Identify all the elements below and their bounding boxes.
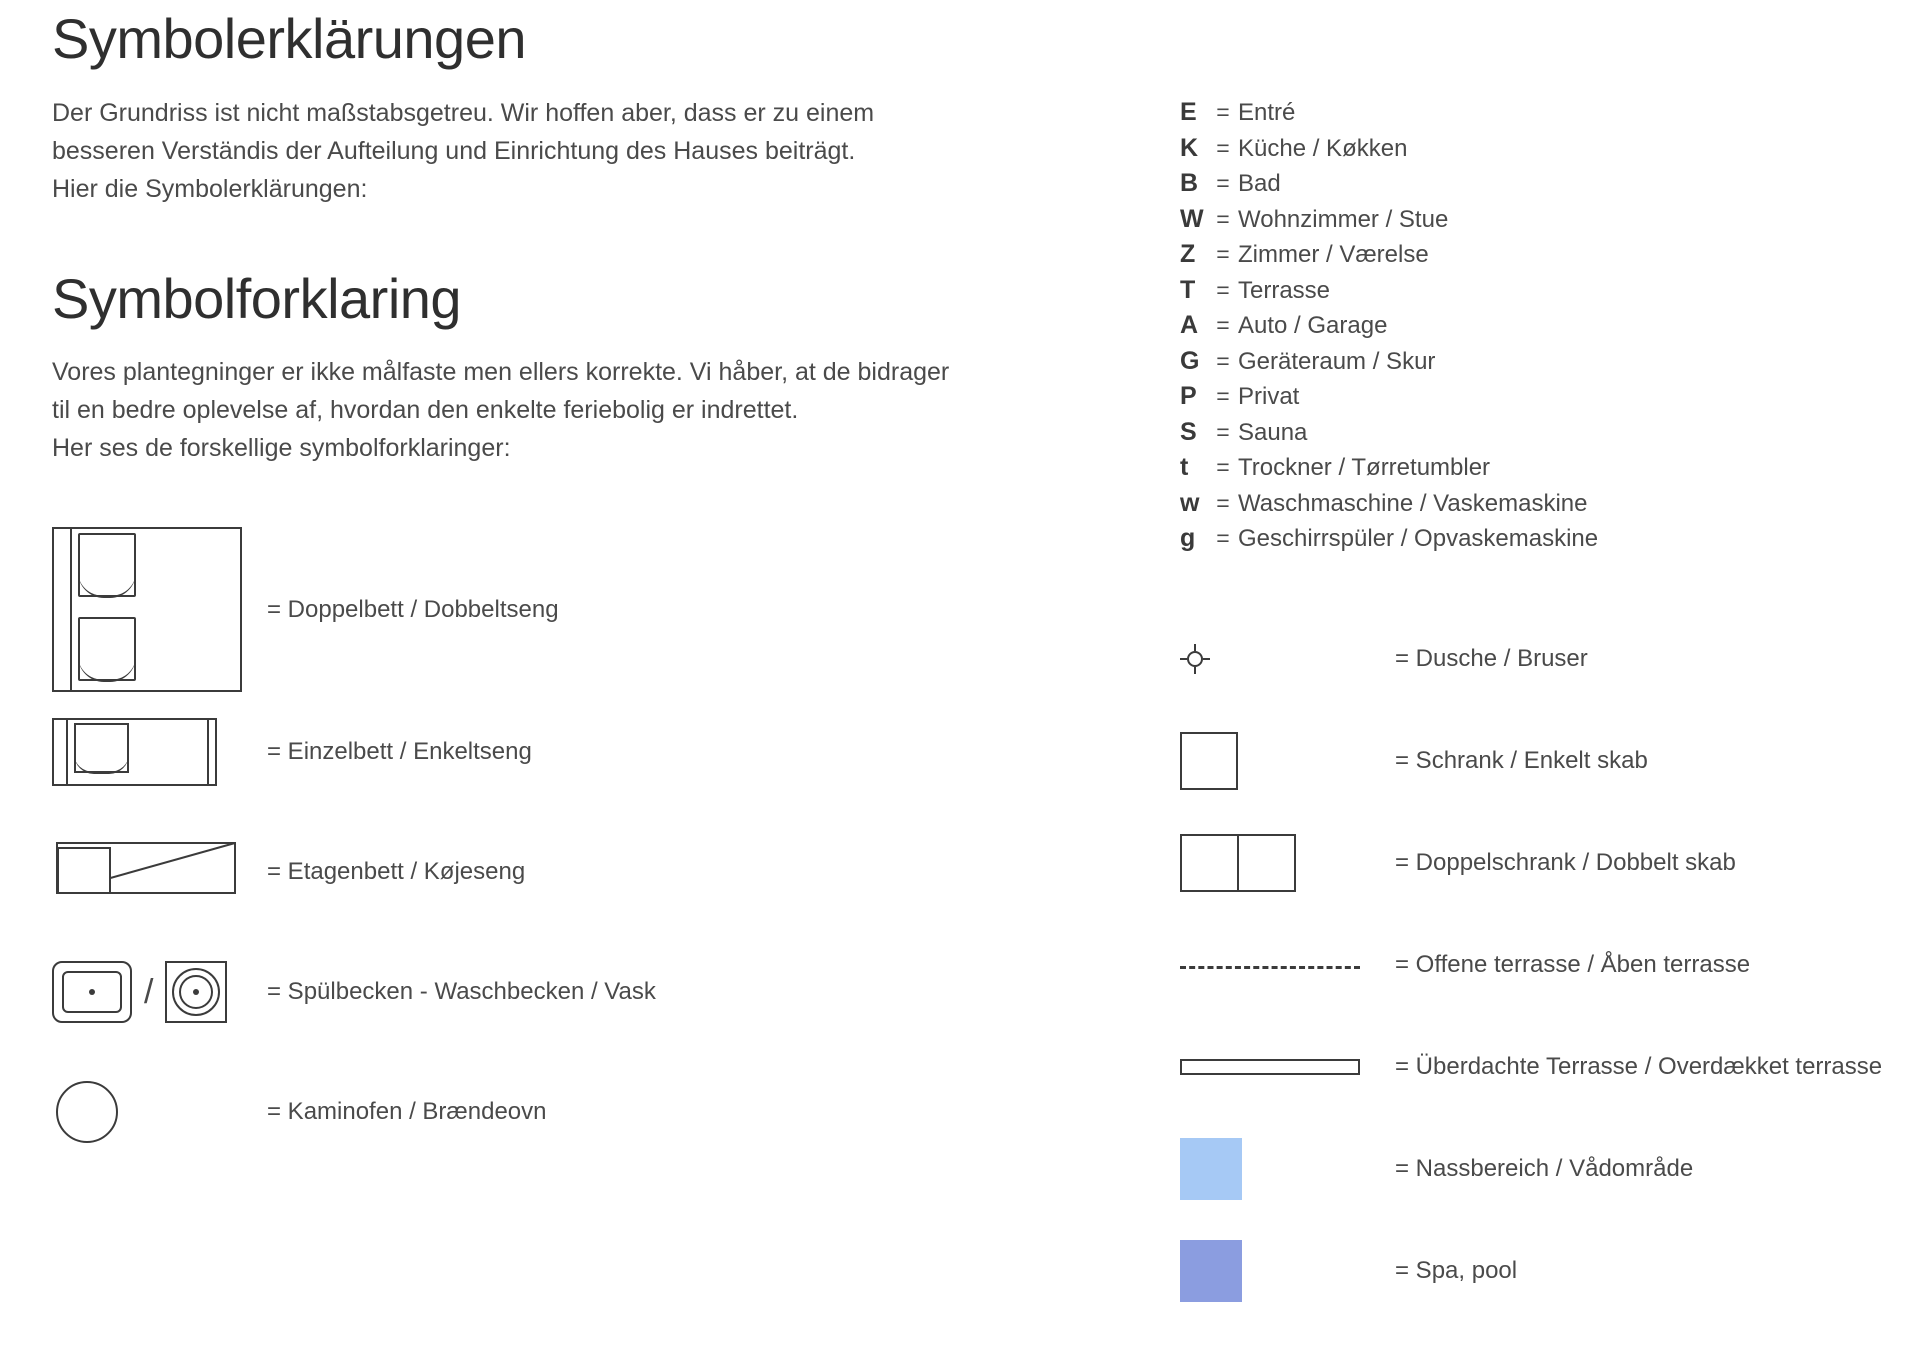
abbreviation-value: Entré xyxy=(1238,99,1296,126)
shower-icon xyxy=(1180,644,1395,674)
abbreviation-key: t xyxy=(1180,453,1189,481)
abbreviation-key: K xyxy=(1180,133,1199,162)
abbreviation-value: Bad xyxy=(1238,170,1281,197)
abbreviation-value: Trockner / Tørretumbler xyxy=(1238,454,1491,481)
sink-washbasin-icon xyxy=(52,961,267,1023)
abbreviation-row xyxy=(1180,205,1880,241)
symbol-label-spa-pool: = Spa, pool xyxy=(1395,1256,1518,1284)
legend-label-double-bed: = Doppelbett / Dobbeltseng xyxy=(267,595,559,623)
legend-item-bunk-bed xyxy=(52,812,1112,932)
abbreviation-key: T xyxy=(1180,275,1196,304)
symbol-label-open-terrace: = Offene terrasse / Åben terrasse xyxy=(1395,950,1751,978)
abbreviation-value: Terrasse xyxy=(1238,276,1331,304)
abbreviation-equals: = xyxy=(1216,276,1230,303)
abbreviation-key: g xyxy=(1180,524,1196,552)
wood-stove-icon xyxy=(52,1081,267,1143)
covered-terrace-icon xyxy=(1180,1059,1395,1075)
legend-item-sink xyxy=(52,932,1112,1052)
abbreviation-row xyxy=(1180,240,1880,276)
symbol-item-wet-area xyxy=(1180,1118,1880,1220)
abbreviation-equals: = xyxy=(1216,347,1230,374)
symbol-item-spa-pool xyxy=(1180,1220,1880,1322)
page-title-da: Symbolforklaring xyxy=(52,266,462,330)
legend-item-single-bed xyxy=(52,692,1112,812)
abbreviation-value: Wohnzimmer / Stue xyxy=(1238,205,1449,233)
open-terrace-icon xyxy=(1180,961,1395,969)
abbreviation-value: Küche / Køkken xyxy=(1238,134,1408,162)
symbol-item-covered-terrace xyxy=(1180,1016,1883,1118)
right-column xyxy=(1180,98,1883,1322)
abbreviation-value: Privat xyxy=(1238,383,1300,410)
abbreviation-row xyxy=(1180,382,1880,418)
abbreviation-row xyxy=(1180,524,1880,560)
kitchen-sink-icon xyxy=(52,961,132,1023)
abbreviation-equals: = xyxy=(1216,134,1230,161)
intro-de-line-2: besseren Verständis der Aufteilung und Einrichtung des Hauses beiträgt. xyxy=(52,136,856,165)
intro-da-line-1: Vores plantegninger er ikke målfaste men ellers korrekte. Vi håber, at de bidrager xyxy=(52,358,950,387)
abbreviation-key: E xyxy=(1180,98,1197,126)
abbreviation-key: W xyxy=(1180,204,1204,233)
symbol-label-double-wardrobe: = Doppelschrank / Dobbelt skab xyxy=(1395,848,1736,876)
symbol-legend-list xyxy=(1180,608,1883,1322)
symbol-item-double-wardrobe xyxy=(1180,812,1880,914)
separator-slash: / xyxy=(144,972,154,1011)
symbol-item-single-wardrobe xyxy=(1180,710,1880,812)
legend-label-single-bed: = Einzelbett / Enkeltseng xyxy=(267,738,532,766)
symbol-label-single-wardrobe: = Schrank / Enkelt skab xyxy=(1395,746,1648,774)
abbreviation-equals: = xyxy=(1216,99,1230,125)
abbreviation-value: Zimmer / Værelse xyxy=(1238,241,1429,268)
abbreviation-key: w xyxy=(1180,488,1200,517)
intro-paragraph-de xyxy=(52,94,1002,208)
spa-pool-icon xyxy=(1180,1240,1395,1302)
symbol-label-wet-area: = Nassbereich / Vådområde xyxy=(1395,1154,1694,1182)
left-column xyxy=(52,0,1112,1172)
symbol-label-shower: = Dusche / Bruser xyxy=(1395,644,1588,672)
abbreviation-equals: = xyxy=(1216,418,1230,445)
abbreviation-equals: = xyxy=(1216,312,1230,338)
double-wardrobe-icon xyxy=(1180,834,1395,892)
legend-item-wood-stove xyxy=(52,1052,1112,1172)
abbreviation-equals: = xyxy=(1216,489,1230,516)
abbreviation-row xyxy=(1180,134,1880,170)
intro-paragraph-da xyxy=(52,353,1002,467)
page-title-de: Symbolerklärungen xyxy=(52,7,526,70)
abbreviation-value: Sauna xyxy=(1238,418,1308,446)
abbreviation-row xyxy=(1180,418,1880,454)
single-bed-icon xyxy=(52,718,267,786)
intro-de-line-1: Der Grundriss ist nicht maßstabsgetreu. Wir hoffen aber, dass er zu einem xyxy=(52,98,875,127)
single-wardrobe-icon xyxy=(1180,732,1395,790)
washbasin-icon xyxy=(165,961,227,1023)
bunk-bed-icon xyxy=(52,842,267,902)
abbreviation-row xyxy=(1180,98,1880,134)
symbol-item-open-terrace xyxy=(1180,914,1880,1016)
abbreviation-row xyxy=(1180,169,1880,205)
abbreviation-key: Z xyxy=(1180,240,1196,268)
legend-label-sink: = Spülbecken - Waschbecken / Vask xyxy=(267,978,656,1006)
abbreviation-row xyxy=(1180,347,1880,383)
abbreviation-key: S xyxy=(1180,417,1197,446)
room-abbreviation-list xyxy=(1180,98,1880,560)
intro-da-line-2: til en bedre oplevelse af, hvordan den enkelte feriebolig er indrettet. xyxy=(52,396,799,425)
abbreviation-equals: = xyxy=(1216,205,1230,232)
legend-label-bunk-bed: = Etagenbett / Køjeseng xyxy=(267,858,526,886)
abbreviation-row xyxy=(1180,311,1880,347)
abbreviation-equals: = xyxy=(1216,170,1230,196)
legend-label-wood-stove: = Kaminofen / Brændeovn xyxy=(267,1098,547,1126)
intro-de-line-3: Hier die Symbolerklärungen: xyxy=(52,174,368,203)
symbol-item-shower xyxy=(1180,608,1880,710)
abbreviation-value: Waschmaschine / Vaskemaskine xyxy=(1238,489,1588,517)
abbreviation-equals: = xyxy=(1216,241,1230,267)
bunk-bed-shape xyxy=(56,842,236,898)
abbreviation-row xyxy=(1180,453,1880,489)
abbreviation-key: G xyxy=(1180,346,1200,375)
abbreviation-row xyxy=(1180,489,1880,525)
abbreviation-row xyxy=(1180,276,1880,312)
abbreviation-key: B xyxy=(1180,169,1199,197)
symbol-label-covered-terrace: = Überdachte Terrasse / Overdækket terrasse xyxy=(1395,1052,1883,1080)
abbreviation-equals: = xyxy=(1216,454,1230,480)
wet-area-icon xyxy=(1180,1138,1395,1200)
abbreviation-value: Geschirrspüler / Opvaskemaskine xyxy=(1238,525,1599,552)
abbreviation-value: Auto / Garage xyxy=(1238,312,1388,339)
abbreviation-equals: = xyxy=(1216,383,1230,409)
intro-da-line-3: Her ses de forskellige symbolforklaringer: xyxy=(52,434,511,463)
abbreviation-equals: = xyxy=(1216,525,1230,551)
abbreviation-value: Geräteraum / Skur xyxy=(1238,347,1436,375)
abbreviation-key: A xyxy=(1180,311,1199,339)
furniture-legend-list xyxy=(52,527,1112,1172)
double-bed-icon xyxy=(52,527,267,692)
abbreviation-key: P xyxy=(1180,382,1197,410)
legend-item-double-bed xyxy=(52,527,1112,692)
